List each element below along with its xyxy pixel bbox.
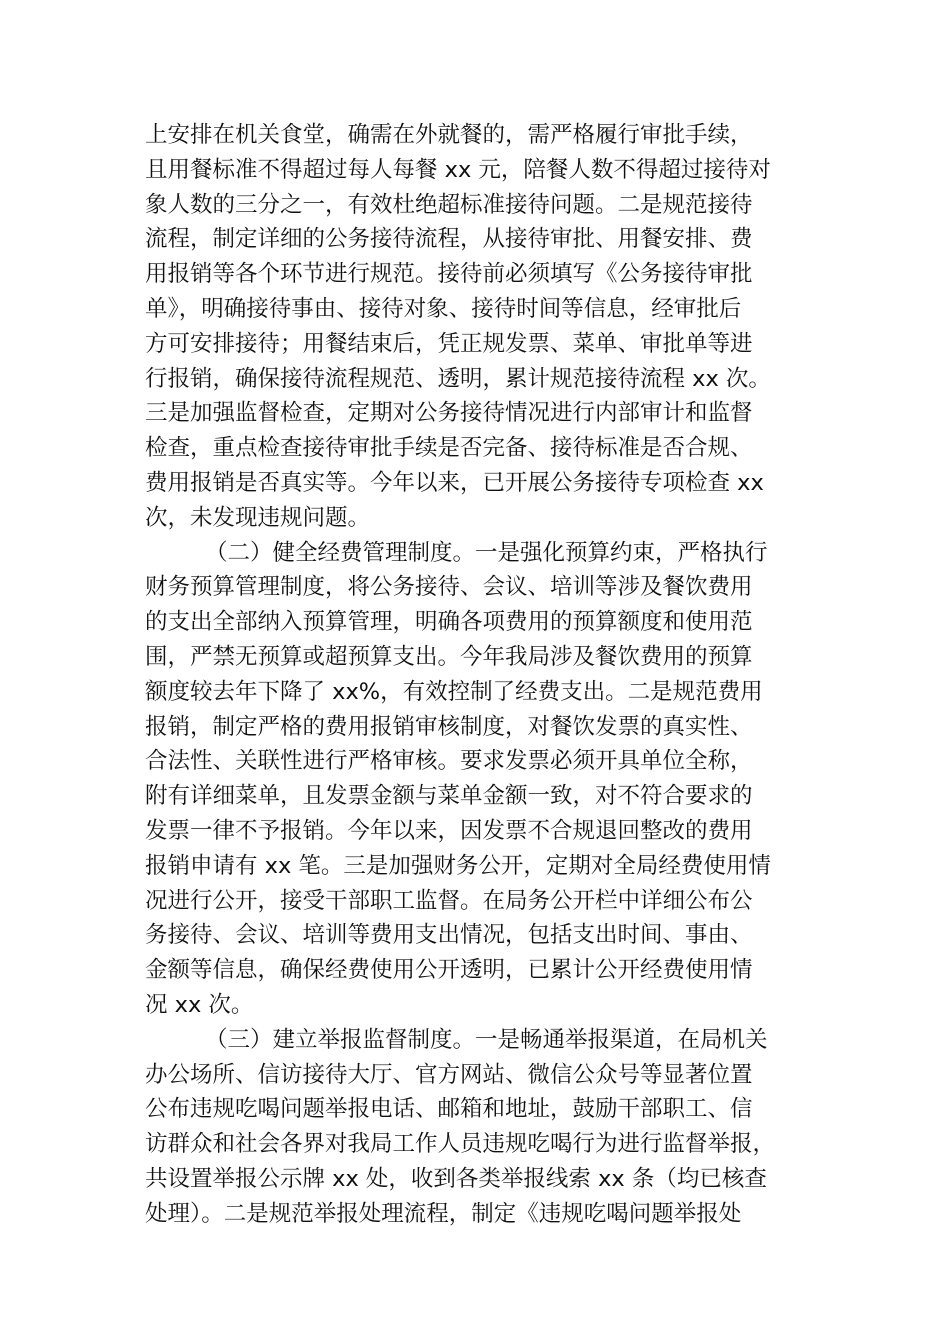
text-line: 办公场所、信访接待大厅、官方网站、微信公众号等显著位置: [145, 1061, 753, 1088]
text-line: 处理）。二是规范举报处理流程，制定《违规吃喝问题举报处: [145, 1200, 742, 1227]
text-line: 共设置举报公示牌 xx 处，收到各类举报线索 xx 条（均已核查: [145, 1165, 767, 1192]
text-line: 报销申请有 xx 笔。三是加强财务公开，定期对全局经费使用情: [145, 852, 771, 879]
text-line: 公布违规吃喝问题举报电话、邮箱和地址，鼓励干部职工、信: [145, 1096, 753, 1123]
text-line: 围，严禁无预算或超预算支出。今年我局涉及餐饮费用的预算: [145, 643, 753, 670]
text-line: 方可安排接待；用餐结束后，凭正规发票、菜单、审批单等进: [145, 330, 753, 357]
text-line: 金额等信息，确保经费使用公开透明，已累计公开经费使用情: [145, 957, 753, 984]
text-line: 况 xx 次。: [145, 991, 254, 1018]
text-line: 用报销等各个环节进行规范。接待前必须填写《公务接待审批: [145, 261, 753, 288]
text-line: 且用餐标准不得超过每人每餐 xx 元，陪餐人数不得超过接待对: [145, 156, 771, 183]
text-line: 额度较去年下降了 xx%，有效控制了经费支出。二是规范费用: [145, 678, 763, 705]
text-line: 况进行公开，接受干部职工监督。在局务公开栏中详细公布公: [145, 887, 753, 914]
text-line: 三是加强监督检查，定期对公务接待情况进行内部审计和监督: [145, 400, 753, 427]
text-line: 发票一律不予报销。今年以来，因发票不合规退回整改的费用: [145, 817, 753, 844]
text-line: 费用报销是否真实等。今年以来，已开展公务接待专项检查 xx: [145, 469, 764, 496]
text-line: 上安排在机关食堂，确需在外就餐的，需严格履行审批手续，: [145, 122, 753, 148]
text-line: 象人数的三分之一，有效杜绝超标准接待问题。二是规范接待: [145, 191, 753, 218]
text-line: 合法性、关联性进行严格审核。要求发票必须开具单位全称，: [145, 748, 753, 775]
text-line: （三）建立举报监督制度。一是畅通举报渠道，在局机关: [205, 1026, 768, 1053]
text-line: 单》，明确接待事由、接待对象、接待时间等信息，经审批后: [145, 295, 742, 322]
text-line: 访群众和社会各界对我局工作人员违规吃喝行为进行监督举报，: [145, 1131, 776, 1158]
text-line: 附有详细菜单，且发票金额与菜单金额一致，对不符合要求的: [145, 783, 753, 810]
text-line: 检查，重点检查接待审批手续是否完备、接待标准是否合规、: [145, 435, 753, 462]
text-line: 财务预算管理制度，将公务接待、会议、培训等涉及餐饮费用: [145, 574, 753, 601]
text-line: 次，未发现违规问题。: [145, 504, 371, 531]
text-line: 报销，制定严格的费用报销审核制度，对餐饮发票的真实性、: [145, 713, 753, 740]
text-line: （二）健全经费管理制度。一是强化预算约束，严格执行: [205, 539, 768, 566]
text-line: 流程，制定详细的公务接待流程，从接待审批、用餐安排、费: [145, 226, 753, 253]
text-line: 的支出全部纳入预算管理，明确各项费用的预算额度和使用范: [145, 609, 753, 636]
text-line: 务接待、会议、培训等费用支出情况，包括支出时间、事由、: [145, 922, 753, 949]
text-line: 行报销，确保接待流程规范、透明，累计规范接待流程 xx 次。: [145, 365, 771, 392]
body-text: [145, 118, 815, 1232]
